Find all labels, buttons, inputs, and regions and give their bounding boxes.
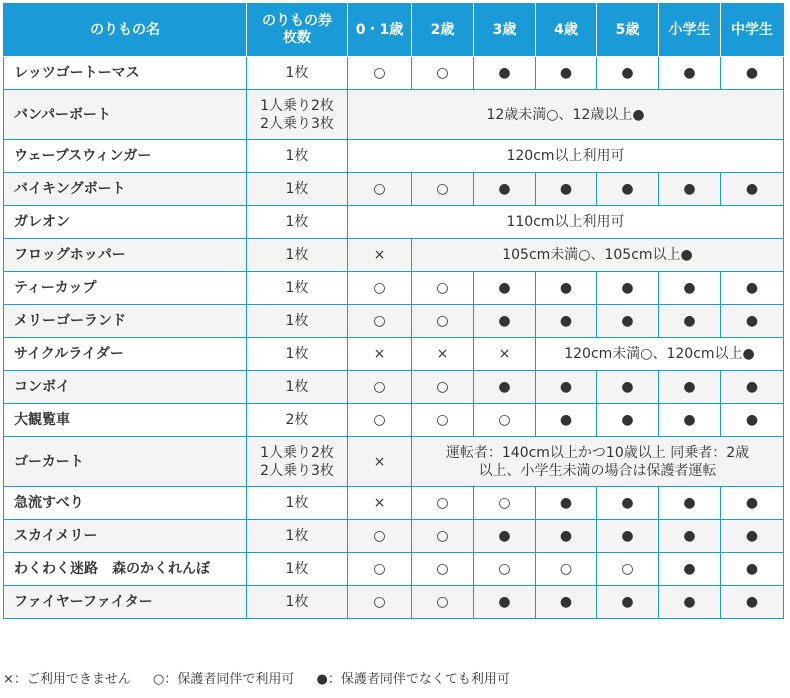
- allowed-alone-mark: ●: [721, 305, 784, 338]
- allowed-alone-mark: ●: [536, 272, 597, 305]
- guardian-required-mark: ○: [412, 404, 474, 437]
- table-row: [4, 239, 784, 272]
- ride-name: コンボイ: [4, 371, 247, 404]
- allowed-alone-mark: ●: [536, 57, 597, 90]
- ride-name: スカイメリー: [4, 520, 247, 553]
- allowed-alone-mark: ●: [721, 371, 784, 404]
- allowed-alone-mark: ●: [597, 173, 659, 206]
- guardian-required-mark: ○: [412, 57, 474, 90]
- ride-name: 急流すべり: [4, 487, 247, 520]
- ride-name: バイキングボート: [4, 173, 247, 206]
- ticket-count: 1枚: [247, 487, 348, 520]
- header-age-5: 5歳: [597, 4, 659, 57]
- table-row: [4, 404, 784, 437]
- table-row: [4, 437, 784, 487]
- allowed-alone-mark: ●: [721, 173, 784, 206]
- table-row: [4, 553, 784, 586]
- guardian-required-mark: ○: [412, 553, 474, 586]
- allowed-alone-mark: ●: [536, 173, 597, 206]
- allowed-alone-mark: ●: [659, 57, 721, 90]
- guardian-required-mark: ○: [474, 487, 536, 520]
- allowed-alone-mark: ●: [474, 57, 536, 90]
- guardian-required-mark: ○: [348, 586, 412, 619]
- legend: [3, 668, 510, 687]
- guardian-required-mark: ○: [474, 404, 536, 437]
- not-allowed-mark: ×: [348, 487, 412, 520]
- guardian-required-mark: ○: [412, 371, 474, 404]
- header-row: [4, 4, 784, 57]
- table-row: [4, 586, 784, 619]
- ride-name: フロッグホッパー: [4, 239, 247, 272]
- ticket-count: 1人乗り2枚 2人乗り3枚: [247, 90, 348, 140]
- guardian-required-mark: ○: [348, 57, 412, 90]
- guardian-required-mark: ○: [597, 553, 659, 586]
- table-row: [4, 173, 784, 206]
- allowed-alone-mark: ●: [536, 487, 597, 520]
- header-age-2: 2歳: [412, 4, 474, 57]
- guardian-required-mark: ○: [412, 173, 474, 206]
- allowed-alone-mark: ●: [721, 586, 784, 619]
- table-row: [4, 338, 784, 371]
- legend-cross: ×：ご利用できません: [3, 672, 131, 687]
- ticket-count: 1枚: [247, 57, 348, 90]
- guardian-required-mark: ○: [348, 305, 412, 338]
- ride-name: メリーゴーランド: [4, 305, 247, 338]
- table-row: [4, 57, 784, 90]
- ticket-count: 1枚: [247, 553, 348, 586]
- table-row: [4, 487, 784, 520]
- allowed-alone-mark: ●: [597, 371, 659, 404]
- allowed-alone-mark: ●: [659, 487, 721, 520]
- header-age-0-1: 0・1歳: [348, 4, 412, 57]
- eligibility-note: 110cm以上利用可: [348, 206, 784, 239]
- ride-name: ティーカップ: [4, 272, 247, 305]
- ticket-count: 1枚: [247, 173, 348, 206]
- guardian-required-mark: ○: [412, 487, 474, 520]
- guardian-required-mark: ○: [412, 586, 474, 619]
- guardian-required-mark: ○: [348, 404, 412, 437]
- allowed-alone-mark: ●: [721, 404, 784, 437]
- ticket-count: 1枚: [247, 338, 348, 371]
- allowed-alone-mark: ●: [597, 586, 659, 619]
- allowed-alone-mark: ●: [536, 586, 597, 619]
- allowed-alone-mark: ●: [721, 487, 784, 520]
- allowed-alone-mark: ●: [721, 553, 784, 586]
- allowed-alone-mark: ●: [721, 272, 784, 305]
- ticket-count: 1枚: [247, 305, 348, 338]
- ticket-count: 1枚: [247, 140, 348, 173]
- ticket-count: 1枚: [247, 586, 348, 619]
- guardian-required-mark: ○: [536, 553, 597, 586]
- eligibility-note: 105cm未満○、105cm以上●: [412, 239, 784, 272]
- eligibility-note: 120cm以上利用可: [348, 140, 784, 173]
- guardian-required-mark: ○: [412, 272, 474, 305]
- allowed-alone-mark: ●: [659, 173, 721, 206]
- ride-name: わくわく迷路 森のかくれんぼ: [4, 553, 247, 586]
- allowed-alone-mark: ●: [597, 487, 659, 520]
- table-row: [4, 371, 784, 404]
- allowed-alone-mark: ●: [474, 305, 536, 338]
- not-allowed-mark: ×: [348, 239, 412, 272]
- legend-circle: ○：保護者同伴で利用可: [153, 672, 295, 687]
- table-body: [4, 57, 784, 619]
- allowed-alone-mark: ●: [659, 520, 721, 553]
- header-age-3: 3歳: [474, 4, 536, 57]
- ride-name: バンパーボート: [4, 90, 247, 140]
- allowed-alone-mark: ●: [659, 404, 721, 437]
- eligibility-note: 12歳未満○、12歳以上●: [348, 90, 784, 140]
- allowed-alone-mark: ●: [474, 520, 536, 553]
- allowed-alone-mark: ●: [597, 57, 659, 90]
- allowed-alone-mark: ●: [597, 272, 659, 305]
- allowed-alone-mark: ●: [721, 520, 784, 553]
- table-row: [4, 206, 784, 239]
- ticket-count: 1枚: [247, 272, 348, 305]
- allowed-alone-mark: ●: [659, 272, 721, 305]
- allowed-alone-mark: ●: [474, 173, 536, 206]
- table-row: [4, 305, 784, 338]
- allowed-alone-mark: ●: [474, 586, 536, 619]
- eligibility-note: 運転者：140cm以上かつ10歳以上 同乗者：2歳 以上、小学生未満の場合は保護者運転: [412, 437, 784, 487]
- table-row: [4, 90, 784, 140]
- guardian-required-mark: ○: [348, 520, 412, 553]
- ticket-count: 1枚: [247, 371, 348, 404]
- allowed-alone-mark: ●: [597, 305, 659, 338]
- allowed-alone-mark: ●: [659, 305, 721, 338]
- allowed-alone-mark: ●: [536, 404, 597, 437]
- allowed-alone-mark: ●: [536, 371, 597, 404]
- table-row: [4, 272, 784, 305]
- header-junior-high: 中学生: [721, 4, 784, 57]
- ride-name: ガレオン: [4, 206, 247, 239]
- guardian-required-mark: ○: [412, 520, 474, 553]
- ride-name: レッツゴートーマス: [4, 57, 247, 90]
- ticket-count: 1人乗り2枚 2人乗り3枚: [247, 437, 348, 487]
- allowed-alone-mark: ●: [659, 553, 721, 586]
- legend-dot: ●：保護者同伴でなくても利用可: [316, 672, 510, 687]
- guardian-required-mark: ○: [348, 553, 412, 586]
- ticket-count: 1枚: [247, 520, 348, 553]
- header-ticket-count: のりもの券 枚数: [247, 4, 348, 57]
- ticket-count: 1枚: [247, 239, 348, 272]
- not-allowed-mark: ×: [348, 338, 412, 371]
- allowed-alone-mark: ●: [597, 520, 659, 553]
- guardian-required-mark: ○: [348, 371, 412, 404]
- allowed-alone-mark: ●: [536, 520, 597, 553]
- header-age-4: 4歳: [536, 4, 597, 57]
- allowed-alone-mark: ●: [659, 586, 721, 619]
- guardian-required-mark: ○: [474, 553, 536, 586]
- not-allowed-mark: ×: [474, 338, 536, 371]
- ticket-count: 2枚: [247, 404, 348, 437]
- ride-name: ゴーカート: [4, 437, 247, 487]
- eligibility-note: 120cm未満○、120cm以上●: [536, 338, 784, 371]
- not-allowed-mark: ×: [412, 338, 474, 371]
- ride-name: ウェーブスウィンガー: [4, 140, 247, 173]
- ride-name: ファイヤーファイター: [4, 586, 247, 619]
- header-elementary: 小学生: [659, 4, 721, 57]
- header-ride-name: のりもの名: [4, 4, 247, 57]
- table-row: [4, 520, 784, 553]
- allowed-alone-mark: ●: [659, 371, 721, 404]
- allowed-alone-mark: ●: [721, 57, 784, 90]
- guardian-required-mark: ○: [348, 173, 412, 206]
- ride-eligibility-table: [3, 3, 784, 619]
- ride-name: 大観覧車: [4, 404, 247, 437]
- guardian-required-mark: ○: [412, 305, 474, 338]
- allowed-alone-mark: ●: [597, 404, 659, 437]
- allowed-alone-mark: ●: [536, 305, 597, 338]
- ticket-count: 1枚: [247, 206, 348, 239]
- ride-name: サイクルライダー: [4, 338, 247, 371]
- allowed-alone-mark: ●: [474, 371, 536, 404]
- allowed-alone-mark: ●: [474, 272, 536, 305]
- guardian-required-mark: ○: [348, 272, 412, 305]
- table-row: [4, 140, 784, 173]
- not-allowed-mark: ×: [348, 437, 412, 487]
